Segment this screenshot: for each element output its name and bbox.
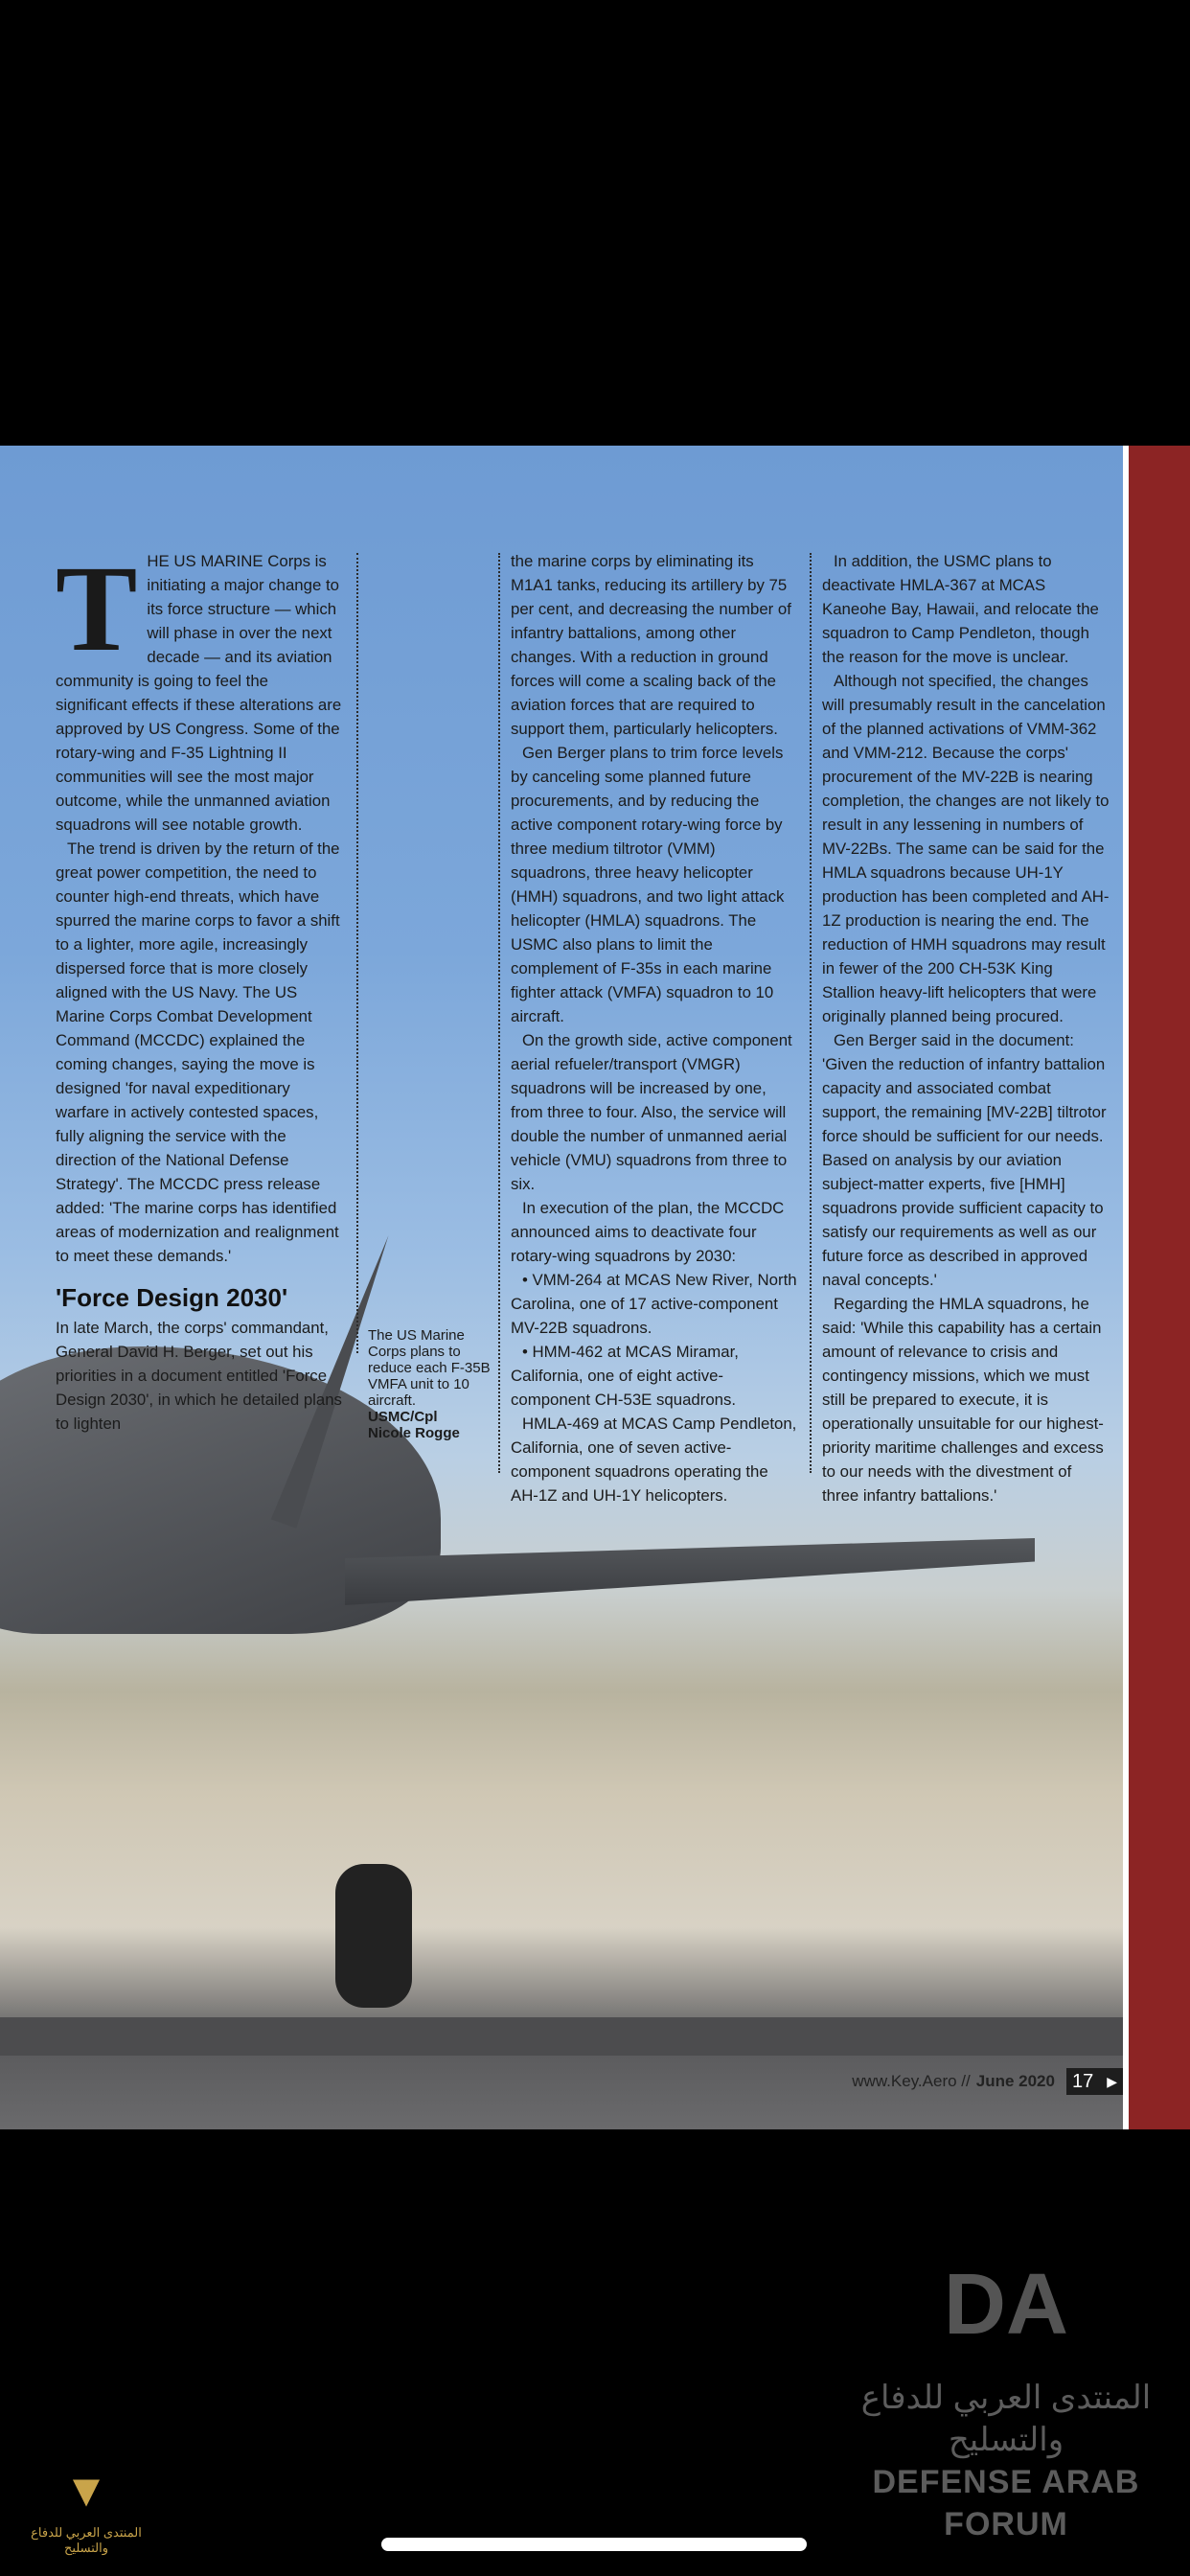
paragraph: In execution of the plan, the MCCDC announced aims to deactivate four rotary-wing squadrons by 2030: — [511, 1199, 785, 1265]
bullet-item: • VMM-264 at MCAS New River, North Carolina, one of 17 active-component MV-22B squadrons. — [511, 1271, 797, 1337]
watermark-english: DEFENSE ARAB FORUM — [872, 2464, 1140, 2542]
paragraph: Regarding the HMLA squadrons, he said: 'While this capability has a certain amount of relevance to crisis and contingency missions, which we must still be prepared to execute, it is operationally unsuitable for our highest-priority maritime challenges and excess to our needs with the divestment of three infantry battalions.' — [822, 1295, 1104, 1505]
runway-strip — [0, 2017, 1131, 2056]
bullet-item: HMLA-469 at MCAS Camp Pendleton, California, one of seven active-component squadrons operating the AH-1Z and UH-1Y helicopters. — [511, 1414, 797, 1505]
bullet-item: • HMM-462 at MCAS Miramar, California, one of eight active-component CH-53E squadrons. — [511, 1343, 739, 1409]
photo-credit: USMC/Cpl — [368, 1409, 438, 1425]
shield-icon: ▼ — [63, 2466, 109, 2517]
column-3 — [822, 549, 1110, 1507]
column-divider — [498, 553, 500, 1473]
next-page-icon[interactable]: ▶ — [1107, 2073, 1117, 2089]
jet-wing — [345, 1538, 1035, 1605]
column-divider — [810, 553, 812, 1473]
logo-arabic: المنتدى العربي للدفاع والتسليح — [31, 2525, 142, 2555]
section-heading: 'Force Design 2030' — [56, 1283, 288, 1312]
paragraph: In late March, the corps' commandant, General David H. Berger, set out his priorities in a document entitled 'Force Design 2030', in which he detailed plans to lighten — [56, 1319, 342, 1433]
page-footer — [0, 2065, 1123, 2098]
page-number-box[interactable] — [1066, 2068, 1123, 2095]
column-2 — [511, 549, 798, 1507]
caption-text: The US Marine Corps plans to reduce each F-35B VMFA unit to 10 aircraft. — [368, 1327, 491, 1409]
paragraph: the marine corps by eliminating its M1A1 tanks, reducing its artillery by 75 per cent, and decreasing the number of infantry battalions, among other changes. With a reduction in ground forces will come a scaling back of the aviation forces that are required to support them, particularly helicopters. — [511, 552, 791, 738]
page-edge-line — [1123, 446, 1129, 2129]
column-1 — [56, 540, 343, 1436]
photo-caption — [368, 1327, 492, 1441]
page-number: 17 — [1071, 2070, 1094, 2092]
photo-credit: Nicole Rogge — [368, 1425, 460, 1441]
page-edge-bar — [1129, 446, 1190, 2129]
footer-issue: June 2020 — [975, 2072, 1055, 2090]
footer-site: www.Key.Aero // — [852, 2072, 971, 2090]
magazine-page — [0, 446, 1190, 2129]
watermark-arabic: المنتدى العربي للدفاع والتسليح — [860, 2380, 1152, 2458]
paragraph: In addition, the USMC plans to deactivate HMLA-367 at MCAS Kaneohe Bay, Hawaii, and relocate the squadron to Camp Pendleton, though the reason for the move is unclear. — [822, 552, 1099, 666]
paragraph: Gen Berger plans to trim force levels by canceling some planned future procurements, and by reducing the active component rotary-wing force by three medium tiltrotor (VMM) squadrons, three heavy helicopter (HMH) squadrons, and two light attack helicopter (HMLA) squadrons. The USMC also plans to limit the complement of F-35s in each marine fighter attack (VMFA) squadron to 10 aircraft. — [511, 744, 785, 1025]
paragraph: Gen Berger said in the document: 'Given the reduction of infantry battalion capacity and associated combat support, the remaining [MV-22B] tiltrotor force should be sufficient for our needs. Based on analysis by our aviation subject-matter experts, five [HMH] squadrons provide sufficient capacity to satisfy our requirements as well as our future force as described in approved naval concepts.' — [822, 1031, 1107, 1289]
forum-watermark — [834, 2233, 1179, 2559]
paragraph: Although not specified, the changes will presumably result in the cancelation of the planned activations of VMM-362 and VMM-212. Because the corps' procurement of the MV-22B is nearing completion, the changes are not likely to result in any lessening in numbers of MV-22Bs. The same can be said for the HMLA squadrons because UH-1Y production has been completed and AH-1Z production is nearing the end. The reduction of HMH squadrons may result in fewer of the 200 CH-53K King Stallion heavy-lift helicopters that were originally planned being procured. — [822, 672, 1110, 1025]
paragraph: On the growth side, active component aerial refueler/transport (VMGR) squadrons will be increased by one, from three to four. Also, the service will double the number of unmanned aerial vehicle (VMU) squadrons from three to six. — [511, 1031, 792, 1193]
column-divider — [356, 553, 358, 1353]
paragraph: The trend is driven by the return of the great power competition, the need to counter high-end threats, which have spurred the marine corps to favor a shift to a lighter, more agile, increasingly dispersed force that is more closely aligned with the US Navy. The US Marine Corps Combat Development Command (MCCDC) explained the coming changes, saying the move is designed 'for naval expeditionary warfare in actively contested spaces, fully aligning the service with the direction of the National Defense Strategy'. The MCCDC press release added: 'The marine corps has identified areas of modernization and realignment to meet these demands.' — [56, 840, 340, 1265]
eagle-emblem-icon: DA — [944, 2257, 1068, 2353]
paragraph: HE US MARINE Corps is initiating a major change to its force structure — which will phase in over the next decade — and its aviation community is going to feel the significant effects if these alterations are approved by US Congress. Some of the rotary-wing and F-35 Lightning II communities will see the most major outcome, while the unmanned aviation squadrons will see notable growth. — [56, 552, 342, 834]
jet-landing-gear — [335, 1864, 412, 2008]
home-indicator[interactable] — [381, 2538, 807, 2551]
drop-cap: T — [56, 540, 138, 677]
forum-logo — [10, 2458, 163, 2573]
